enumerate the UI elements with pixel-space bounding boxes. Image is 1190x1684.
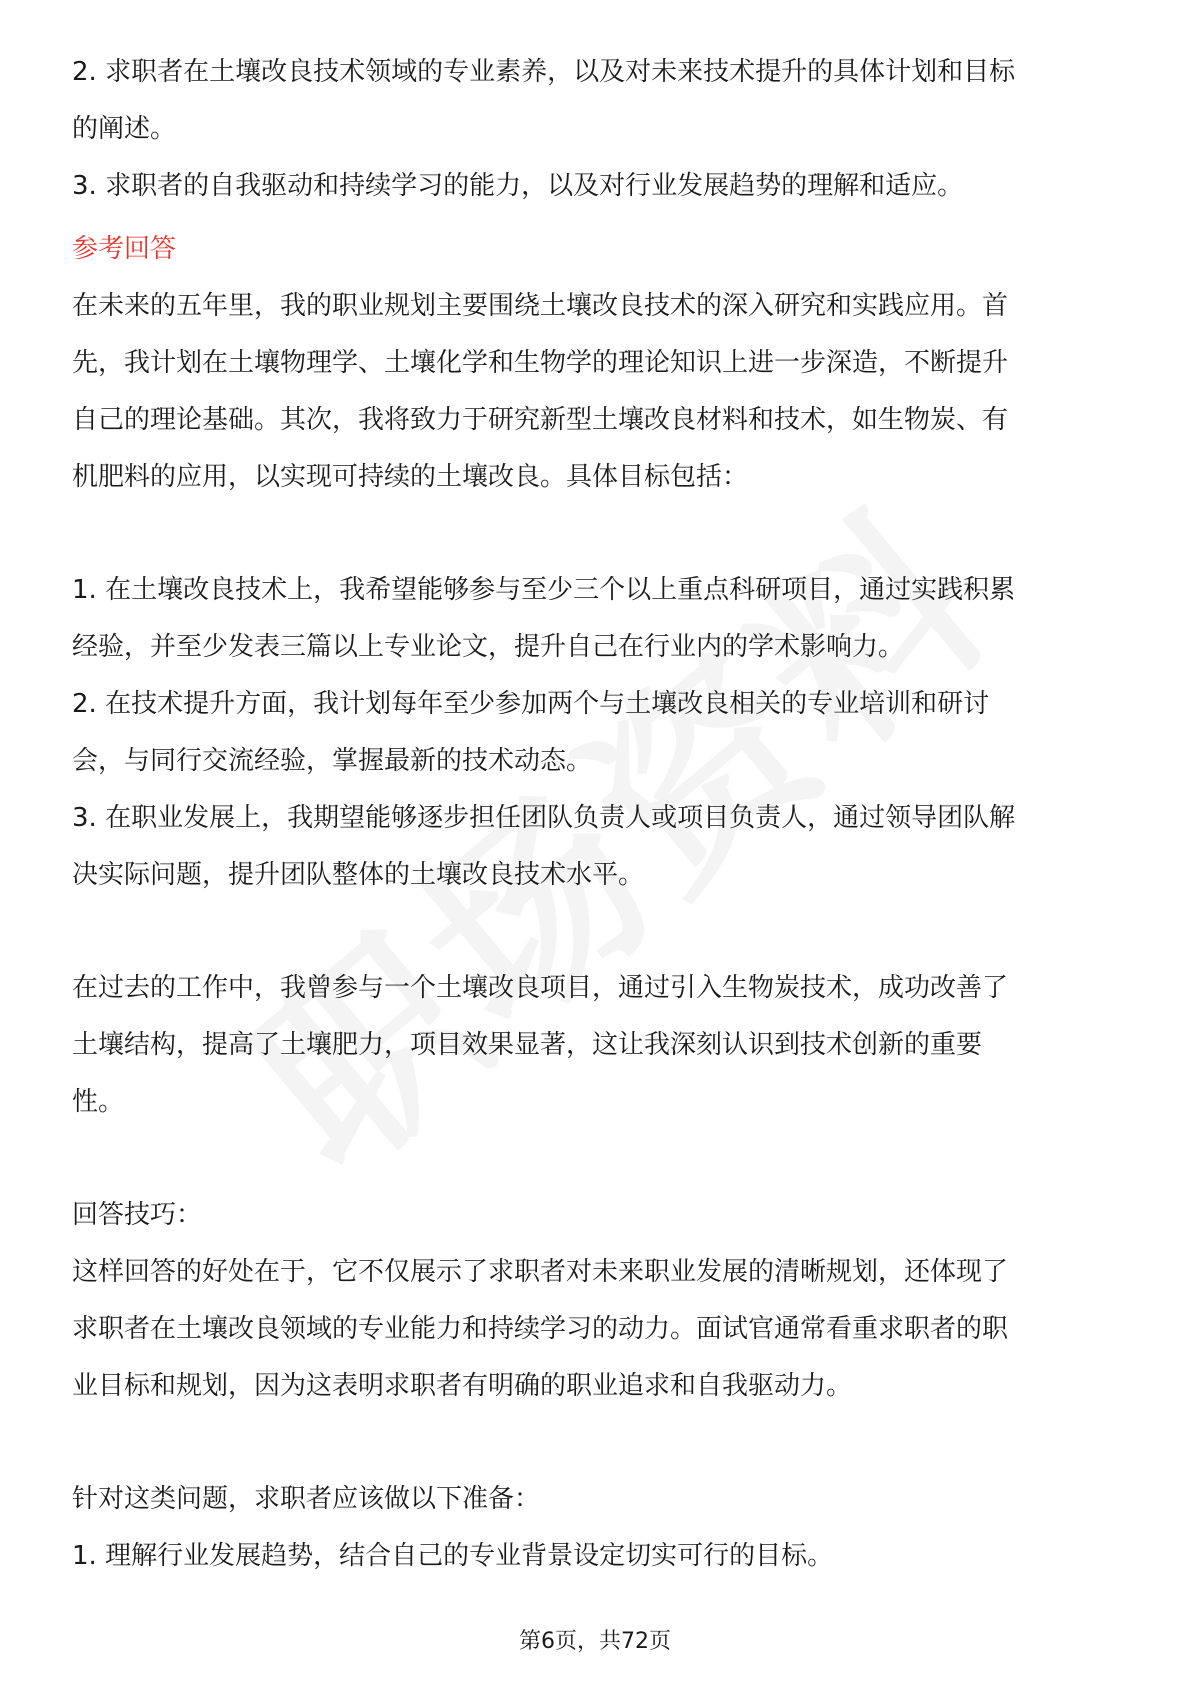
spacer	[72, 506, 1118, 562]
experience-line: 性。	[72, 1087, 125, 1117]
answer-line: 机肥料的应用，以实现可持续的土壤改良。具体目标包括：	[72, 462, 749, 492]
tips-line: 这样回答的好处在于，它不仅展示了求职者对未来职业发展的清晰规划，还体现了	[72, 1257, 1009, 1287]
goal-line: 2. 在技术提升方面，我计划每年至少参加两个与土壤改良相关的专业培训和研讨	[72, 689, 990, 719]
goal-line: 会，与同行交流经验，掌握最新的技术动态。	[72, 746, 593, 776]
spacer	[72, 904, 1118, 960]
goal-line: 经验，并至少发表三篇以上专业论文，提升自己在行业内的学术影响力。	[72, 632, 905, 662]
document-body	[72, 44, 1118, 1585]
answer-heading: 参考回答	[72, 234, 177, 264]
goal-line: 1. 在土壤改良技术上，我希望能够参与至少三个以上重点科研项目，通过实践积累	[72, 575, 1016, 605]
tips-heading: 回答技巧：	[72, 1200, 203, 1230]
goal-line: 3. 在职业发展上，我期望能够逐步担任团队负责人或项目负责人，通过领导团队解	[72, 803, 1016, 833]
goal-line: 决实际问题，提升团队整体的土壤改良技术水平。	[72, 860, 645, 890]
experience-line: 在过去的工作中，我曾参与一个土壤改良项目，通过引入生物炭技术，成功改善了	[72, 973, 1009, 1003]
experience-line: 土壤结构，提高了土壤肥力，项目效果显著，这让我深刻认识到技术创新的重要	[72, 1030, 983, 1060]
spacer	[72, 1415, 1118, 1471]
prep-heading: 针对这类问题，求职者应该做以下准备：	[72, 1484, 541, 1514]
tips-line: 业目标和规划，因为这表明求职者有明确的职业追求和自我驱动力。	[72, 1371, 853, 1401]
criteria-line: 3. 求职者的自我驱动和持续学习的能力，以及对行业发展趋势的理解和适应。	[72, 171, 964, 201]
answer-line: 在未来的五年里，我的职业规划主要围绕土壤改良技术的深入研究和实践应用。首	[72, 291, 1009, 321]
tips-line: 求职者在土壤改良领域的专业能力和持续学习的动力。面试官通常看重求职者的职	[72, 1314, 1009, 1344]
prep-line: 1. 理解行业发展趋势，结合自己的专业背景设定切实可行的目标。	[72, 1541, 834, 1571]
criteria-line: 的阐述。	[72, 114, 177, 144]
criteria-line: 2. 求职者在土壤改良技术领域的专业素养，以及对未来技术提升的具体计划和目标	[72, 57, 1016, 87]
spacer	[72, 1131, 1118, 1187]
answer-line: 先，我计划在土壤物理学、土壤化学和生物学的理论知识上进一步深造，不断提升	[72, 348, 1009, 378]
answer-line: 自己的理论基础。其次，我将致力于研究新型土壤改良材料和技术，如生物炭、有	[72, 405, 1009, 435]
page-number: 第6页，共72页	[519, 1629, 671, 1654]
